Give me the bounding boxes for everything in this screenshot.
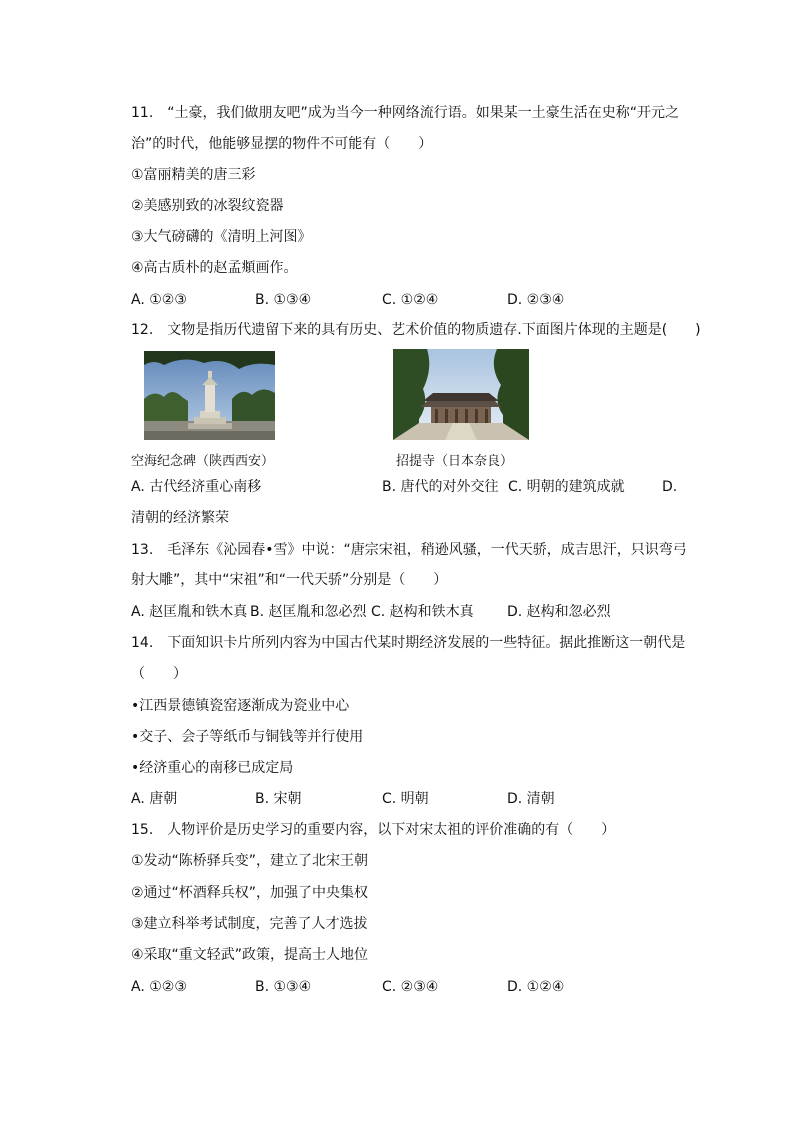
question-13-stem-line-1: 13. 毛泽东《沁园春•雪》中说：“唐宗宋祖，稍逊风骚，一代天骄，成吉思汗，只识弯弓 [131,542,687,558]
question-15-item-2: ②通过“杯酒释兵权”，加强了中央集权 [131,885,369,901]
question-14-option-a[interactable]: A. 唐朝 [131,791,178,807]
question-13-option-c[interactable]: C. 赵构和铁木真 [371,604,474,620]
temple-illustration [393,349,529,440]
question-14-card-item-2: •交子、会子等纸币与铜钱等并行使用 [131,729,364,745]
question-15-option-c[interactable]: C. ②③④ [382,979,439,995]
question-11-option-c[interactable]: C. ①②④ [382,292,439,308]
question-11-option-b[interactable]: B. ①③④ [255,292,312,308]
kukai-monument-photo [144,351,275,440]
question-15-option-a[interactable]: A. ①②③ [131,979,187,995]
question-11-option-d[interactable]: D. ②③④ [507,292,565,308]
question-12-option-d[interactable]: D. [662,479,678,495]
question-12-option-b[interactable]: B. 唐代的对外交往 [382,479,499,495]
question-11-item-1: ①富丽精美的唐三彩 [131,167,256,183]
question-11-item-3: ③大气磅礴的《清明上河图》 [131,229,312,245]
question-14-card-item-1: •江西景德镇瓷窑逐渐成为瓷业中心 [131,698,350,714]
question-11-item-2: ②美感别致的冰裂纹瓷器 [131,198,284,214]
question-13-stem-line-2: 射大雕”，其中“宋祖”和“一代天骄”分别是（ ） [131,572,448,588]
question-14-stem-line-2: （ ） [131,666,187,682]
kukai-monument-caption: 空海纪念碑（陕西西安） [131,454,275,469]
toshodaiji-temple-caption: 招提寺（日本奈良） [396,454,514,469]
question-15-item-3: ③建立科举考试制度，完善了人才选拔 [131,916,368,932]
question-12-option-c[interactable]: C. 明朝的建筑成就 [508,479,625,495]
question-15-item-1: ①发动“陈桥驿兵变”，建立了北宋王朝 [131,853,369,869]
toshodaiji-temple-photo [393,349,529,440]
question-13-option-b[interactable]: B. 赵匡胤和忽必烈 [250,604,367,620]
question-14-option-b[interactable]: B. 宋朝 [255,791,302,807]
question-11-option-a[interactable]: A. ①②③ [131,292,187,308]
question-15-option-b[interactable]: B. ①③④ [255,979,312,995]
question-14-card-item-3: •经济重心的南移已成定局 [131,760,294,776]
question-11-stem-line-1: 11. “土豪，我们做朋友吧”成为当今一种网络流行语。如果某一土豪生活在史称“开元之 [131,105,680,121]
question-12-stem: 12. 文物是指历代遗留下来的具有历史、艺术价值的物质遗存.下面图片体现的主题是( ) [131,322,701,338]
question-15-item-4: ④采取“重文轻武”政策，提高士人地位 [131,947,369,963]
question-15-option-d[interactable]: D. ①②④ [507,979,565,995]
question-15-stem: 15. 人物评价是历史学习的重要内容，以下对宋太祖的评价准确的有（ ） [131,822,616,838]
question-12-option-a[interactable]: A. 古代经济重心南移 [131,479,262,495]
question-13-option-d[interactable]: D. 赵构和忽必烈 [507,604,611,620]
question-14-stem-line-1: 14. 下面知识卡片所列内容为中国古代某时期经济发展的一些特征。据此推断这一朝代是 [131,635,686,651]
question-13-option-a[interactable]: A. 赵匡胤和铁木真 [131,604,248,620]
question-12-option-d-text[interactable]: 清朝的经济繁荣 [131,510,229,526]
question-11-item-4: ④高古质朴的赵孟頫画作。 [131,260,298,276]
monument-illustration [144,351,275,440]
question-11-stem-line-2: 治”的时代，他能够显摆的物件不可能有（ ） [131,136,433,152]
question-14-option-c[interactable]: C. 明朝 [382,791,429,807]
question-14-option-d[interactable]: D. 清朝 [507,791,555,807]
